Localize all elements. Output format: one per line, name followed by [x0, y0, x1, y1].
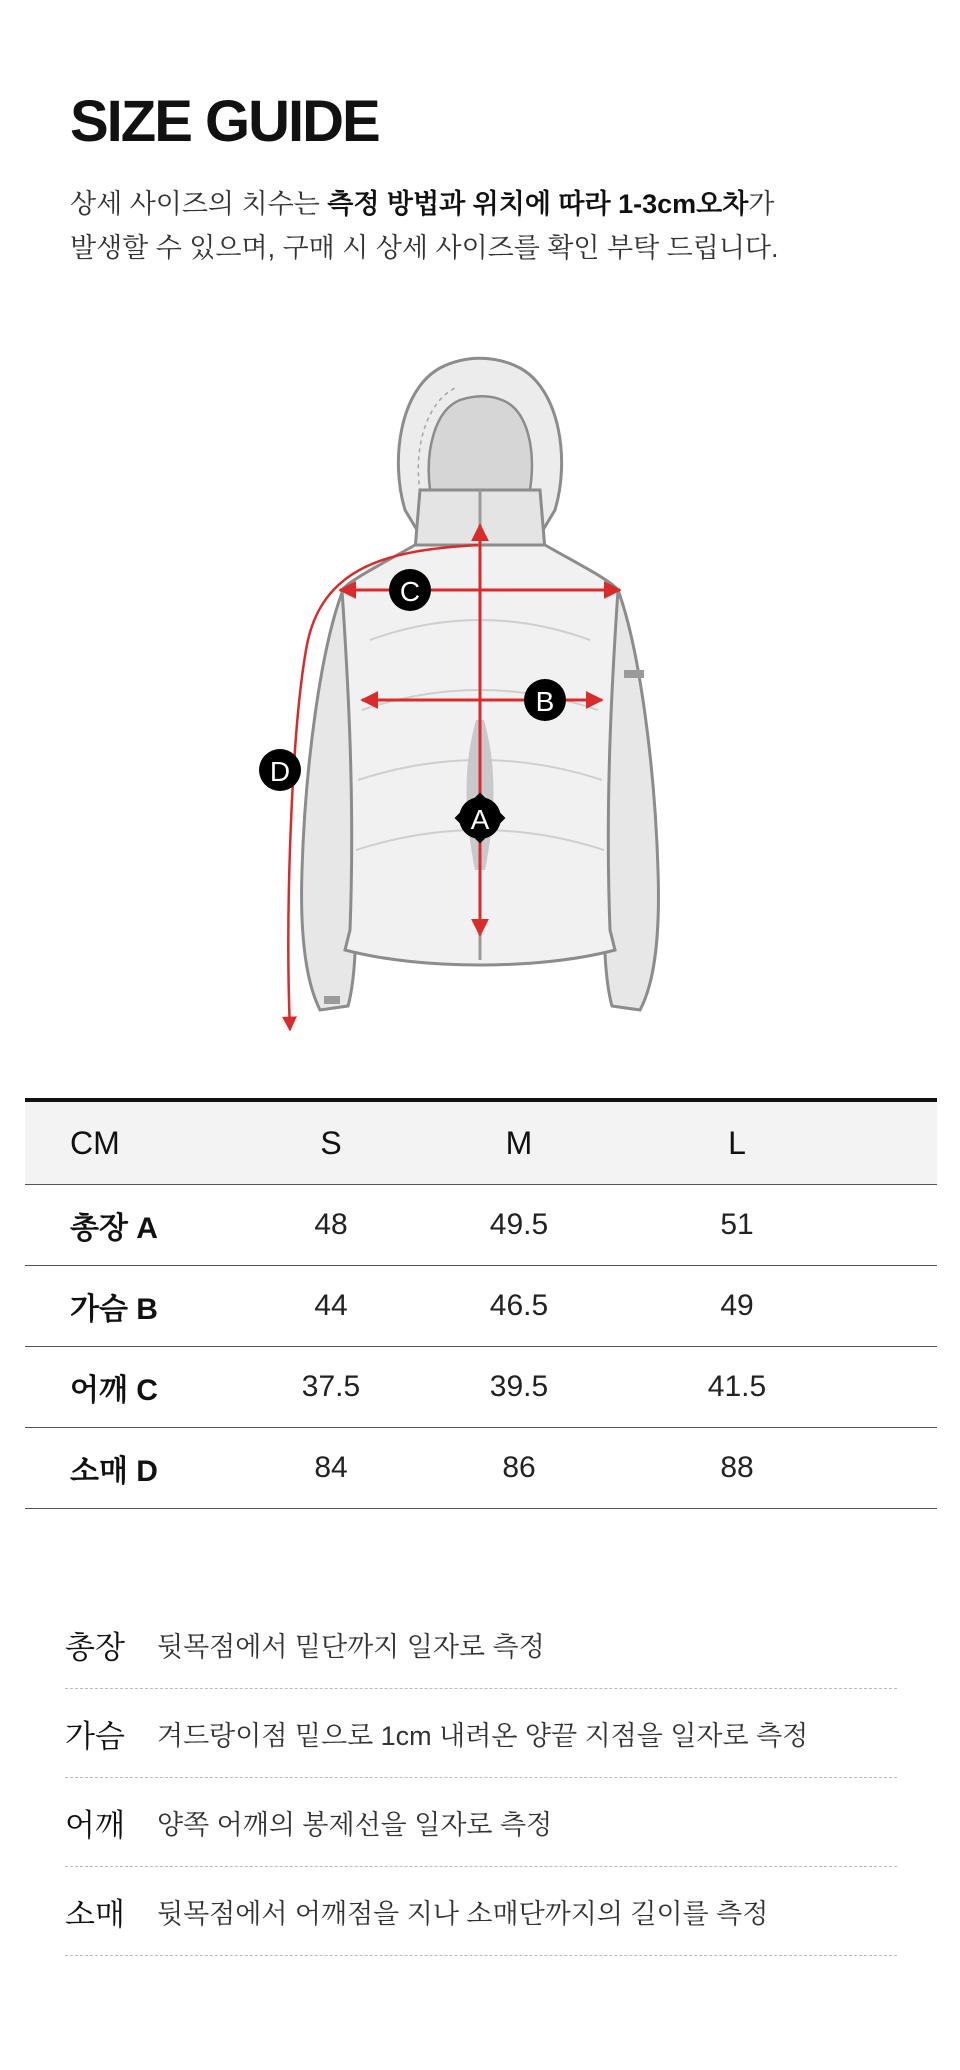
table-row — [25, 1428, 937, 1509]
intro-line1-bold: 측정 방법과 위치에 따라 1-3cm오차 — [327, 189, 749, 219]
row-label: 소매 D — [25, 1428, 251, 1509]
sleeve-logo-patch — [624, 670, 644, 678]
intro-text — [70, 182, 930, 270]
intro-line1: 상세 사이즈의 치수는 — [70, 189, 328, 219]
cell-spacer — [847, 1266, 937, 1347]
header-size-l: L — [627, 1100, 847, 1185]
size-table — [25, 1098, 937, 1509]
hood-inner-shape — [429, 396, 532, 490]
jacket-measurement-diagram — [240, 350, 680, 1040]
marker-a-label: A — [470, 804, 490, 835]
cell-value: 51 — [627, 1185, 847, 1266]
table-row — [25, 1185, 937, 1266]
header-unit: CM — [25, 1100, 251, 1185]
table-row — [25, 1266, 937, 1347]
note-text: 뒷목점에서 밑단까지 일자로 측정 — [157, 1631, 545, 1662]
page-title: SIZE GUIDE — [70, 89, 379, 154]
cuff-logo-patch — [324, 996, 340, 1004]
cell-value: 39.5 — [411, 1347, 627, 1428]
row-label: 어깨 C — [25, 1347, 251, 1428]
cell-value: 86 — [411, 1428, 627, 1509]
cell-value: 48 — [251, 1185, 411, 1266]
cell-spacer — [847, 1428, 937, 1509]
row-label: 가슴 B — [25, 1266, 251, 1347]
cell-value: 41.5 — [627, 1347, 847, 1428]
cell-spacer — [847, 1347, 937, 1428]
note-label: 총장 — [65, 1629, 125, 1665]
cell-value: 37.5 — [251, 1347, 411, 1428]
marker-b-label: B — [535, 686, 555, 717]
intro-line1-tail: 가 — [748, 189, 775, 219]
note-text: 겨드랑이점 밑으로 1cm 내려온 양끝 지점을 일자로 측정 — [157, 1720, 809, 1751]
note-item — [65, 1867, 897, 1956]
note-item — [65, 1689, 897, 1778]
size-table-header — [25, 1100, 937, 1185]
note-label: 소매 — [65, 1896, 125, 1932]
cell-value: 88 — [627, 1428, 847, 1509]
cell-value: 44 — [251, 1266, 411, 1347]
header-size-m: M — [411, 1100, 627, 1185]
cell-spacer — [847, 1185, 937, 1266]
table-row — [25, 1347, 937, 1428]
intro-line2: 발생할 수 있으며, 구매 시 상세 사이즈를 확인 부탁 드립니다. — [70, 233, 779, 263]
note-item — [65, 1600, 897, 1689]
note-item — [65, 1778, 897, 1867]
marker-c-label: C — [399, 576, 421, 607]
row-label: 총장 A — [25, 1185, 251, 1266]
note-text: 뒷목점에서 어깨점을 지나 소매단까지의 길이를 측정 — [157, 1898, 769, 1929]
note-label: 가슴 — [65, 1718, 125, 1754]
cell-value: 49.5 — [411, 1185, 627, 1266]
marker-d-label: D — [269, 756, 291, 787]
header-size-s: S — [251, 1100, 411, 1185]
note-label: 어깨 — [65, 1807, 125, 1843]
cell-value: 49 — [627, 1266, 847, 1347]
cell-value: 84 — [251, 1428, 411, 1509]
note-text: 양쪽 어깨의 봉제선을 일자로 측정 — [157, 1809, 553, 1840]
measurement-notes — [65, 1600, 897, 1956]
cell-value: 46.5 — [411, 1266, 627, 1347]
header-spacer — [847, 1100, 937, 1185]
